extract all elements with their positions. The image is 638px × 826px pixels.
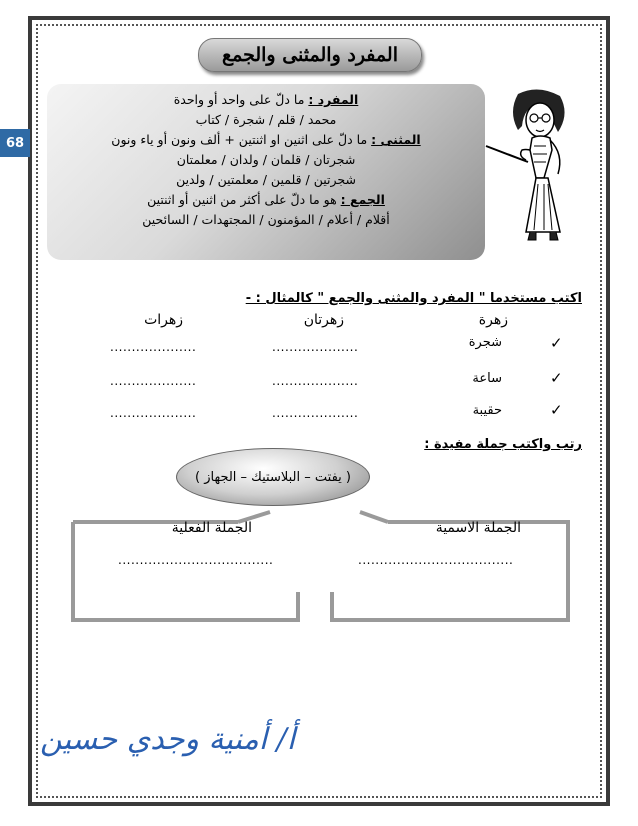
check-icon: ✓ <box>550 334 563 352</box>
teacher-signature: أ/ أمنية وجدي حسين <box>40 722 296 757</box>
header-plural-example: زهرات <box>144 312 183 328</box>
dual-answer-blank[interactable]: .................... <box>272 374 359 388</box>
header-dual-example: زهرتان <box>303 312 344 328</box>
dual-answer-blank[interactable]: .................... <box>272 340 359 354</box>
singular-examples: محمد / قلم / شجرة / كتاب <box>195 112 337 127</box>
nominal-sentence-label: الجملة الاسمية <box>435 520 521 536</box>
plural-key: الجمع : <box>340 192 385 207</box>
dual-definition: ما دلّ على اثنين او اثنتين + ألف ونون أو ياء ونون <box>111 132 372 147</box>
dual-answer-blank[interactable]: .................... <box>272 406 359 420</box>
page-title: المفرد والمثنى والجمع <box>198 38 422 72</box>
plural-answer-blank[interactable]: .................... <box>110 374 197 388</box>
singular-definition: ما دلّ على واحد أو واحدة <box>173 92 309 107</box>
dual-examples-2: شجرتين / قلمين / معلمتين / ولدين <box>176 172 356 187</box>
plural-answer-blank[interactable]: .................... <box>110 340 197 354</box>
exercise1-instruction: اكتب مستخدما " المفرد والمثنى والجمع " كالمثال : - <box>245 291 582 306</box>
check-icon: ✓ <box>550 401 563 419</box>
exercise2-instruction: رتب واكتب جملة مفيدة : <box>424 437 582 452</box>
word-bank-oval <box>176 448 370 506</box>
row-word: ساعة <box>472 371 502 386</box>
nominal-sentence-blank[interactable]: .................................... <box>358 553 514 567</box>
check-icon: ✓ <box>550 369 563 387</box>
dual-key: المثنى : <box>371 132 421 147</box>
word-bank-text: ( يفتت – البلاستيك – الجهاز ) <box>195 469 351 485</box>
page-number-tab: 68 <box>0 129 30 157</box>
dual-examples-1: شجرتان / قلمان / ولدان / معلمتان <box>176 152 356 167</box>
header-singular-example: زهرة <box>478 312 508 328</box>
singular-key: المفرد : <box>308 92 359 107</box>
verbal-sentence-label: الجملة الفعلية <box>171 520 252 536</box>
row-word: شجرة <box>468 335 502 350</box>
plural-examples: أقلام / أعلام / المؤمنون / المجتهدات / السائحين <box>142 212 390 227</box>
plural-rule <box>57 190 475 210</box>
row-word: حقيبة <box>472 403 502 418</box>
dual-rule <box>57 130 475 150</box>
plural-definition: هو ما دلّ على أكثر من اثنين أو اثنتين <box>147 192 341 207</box>
singular-rule <box>57 90 475 110</box>
verbal-sentence-blank[interactable]: .................................... <box>118 553 274 567</box>
teacher-illustration <box>478 84 588 244</box>
rules-box <box>47 84 485 260</box>
plural-answer-blank[interactable]: .................... <box>110 406 197 420</box>
